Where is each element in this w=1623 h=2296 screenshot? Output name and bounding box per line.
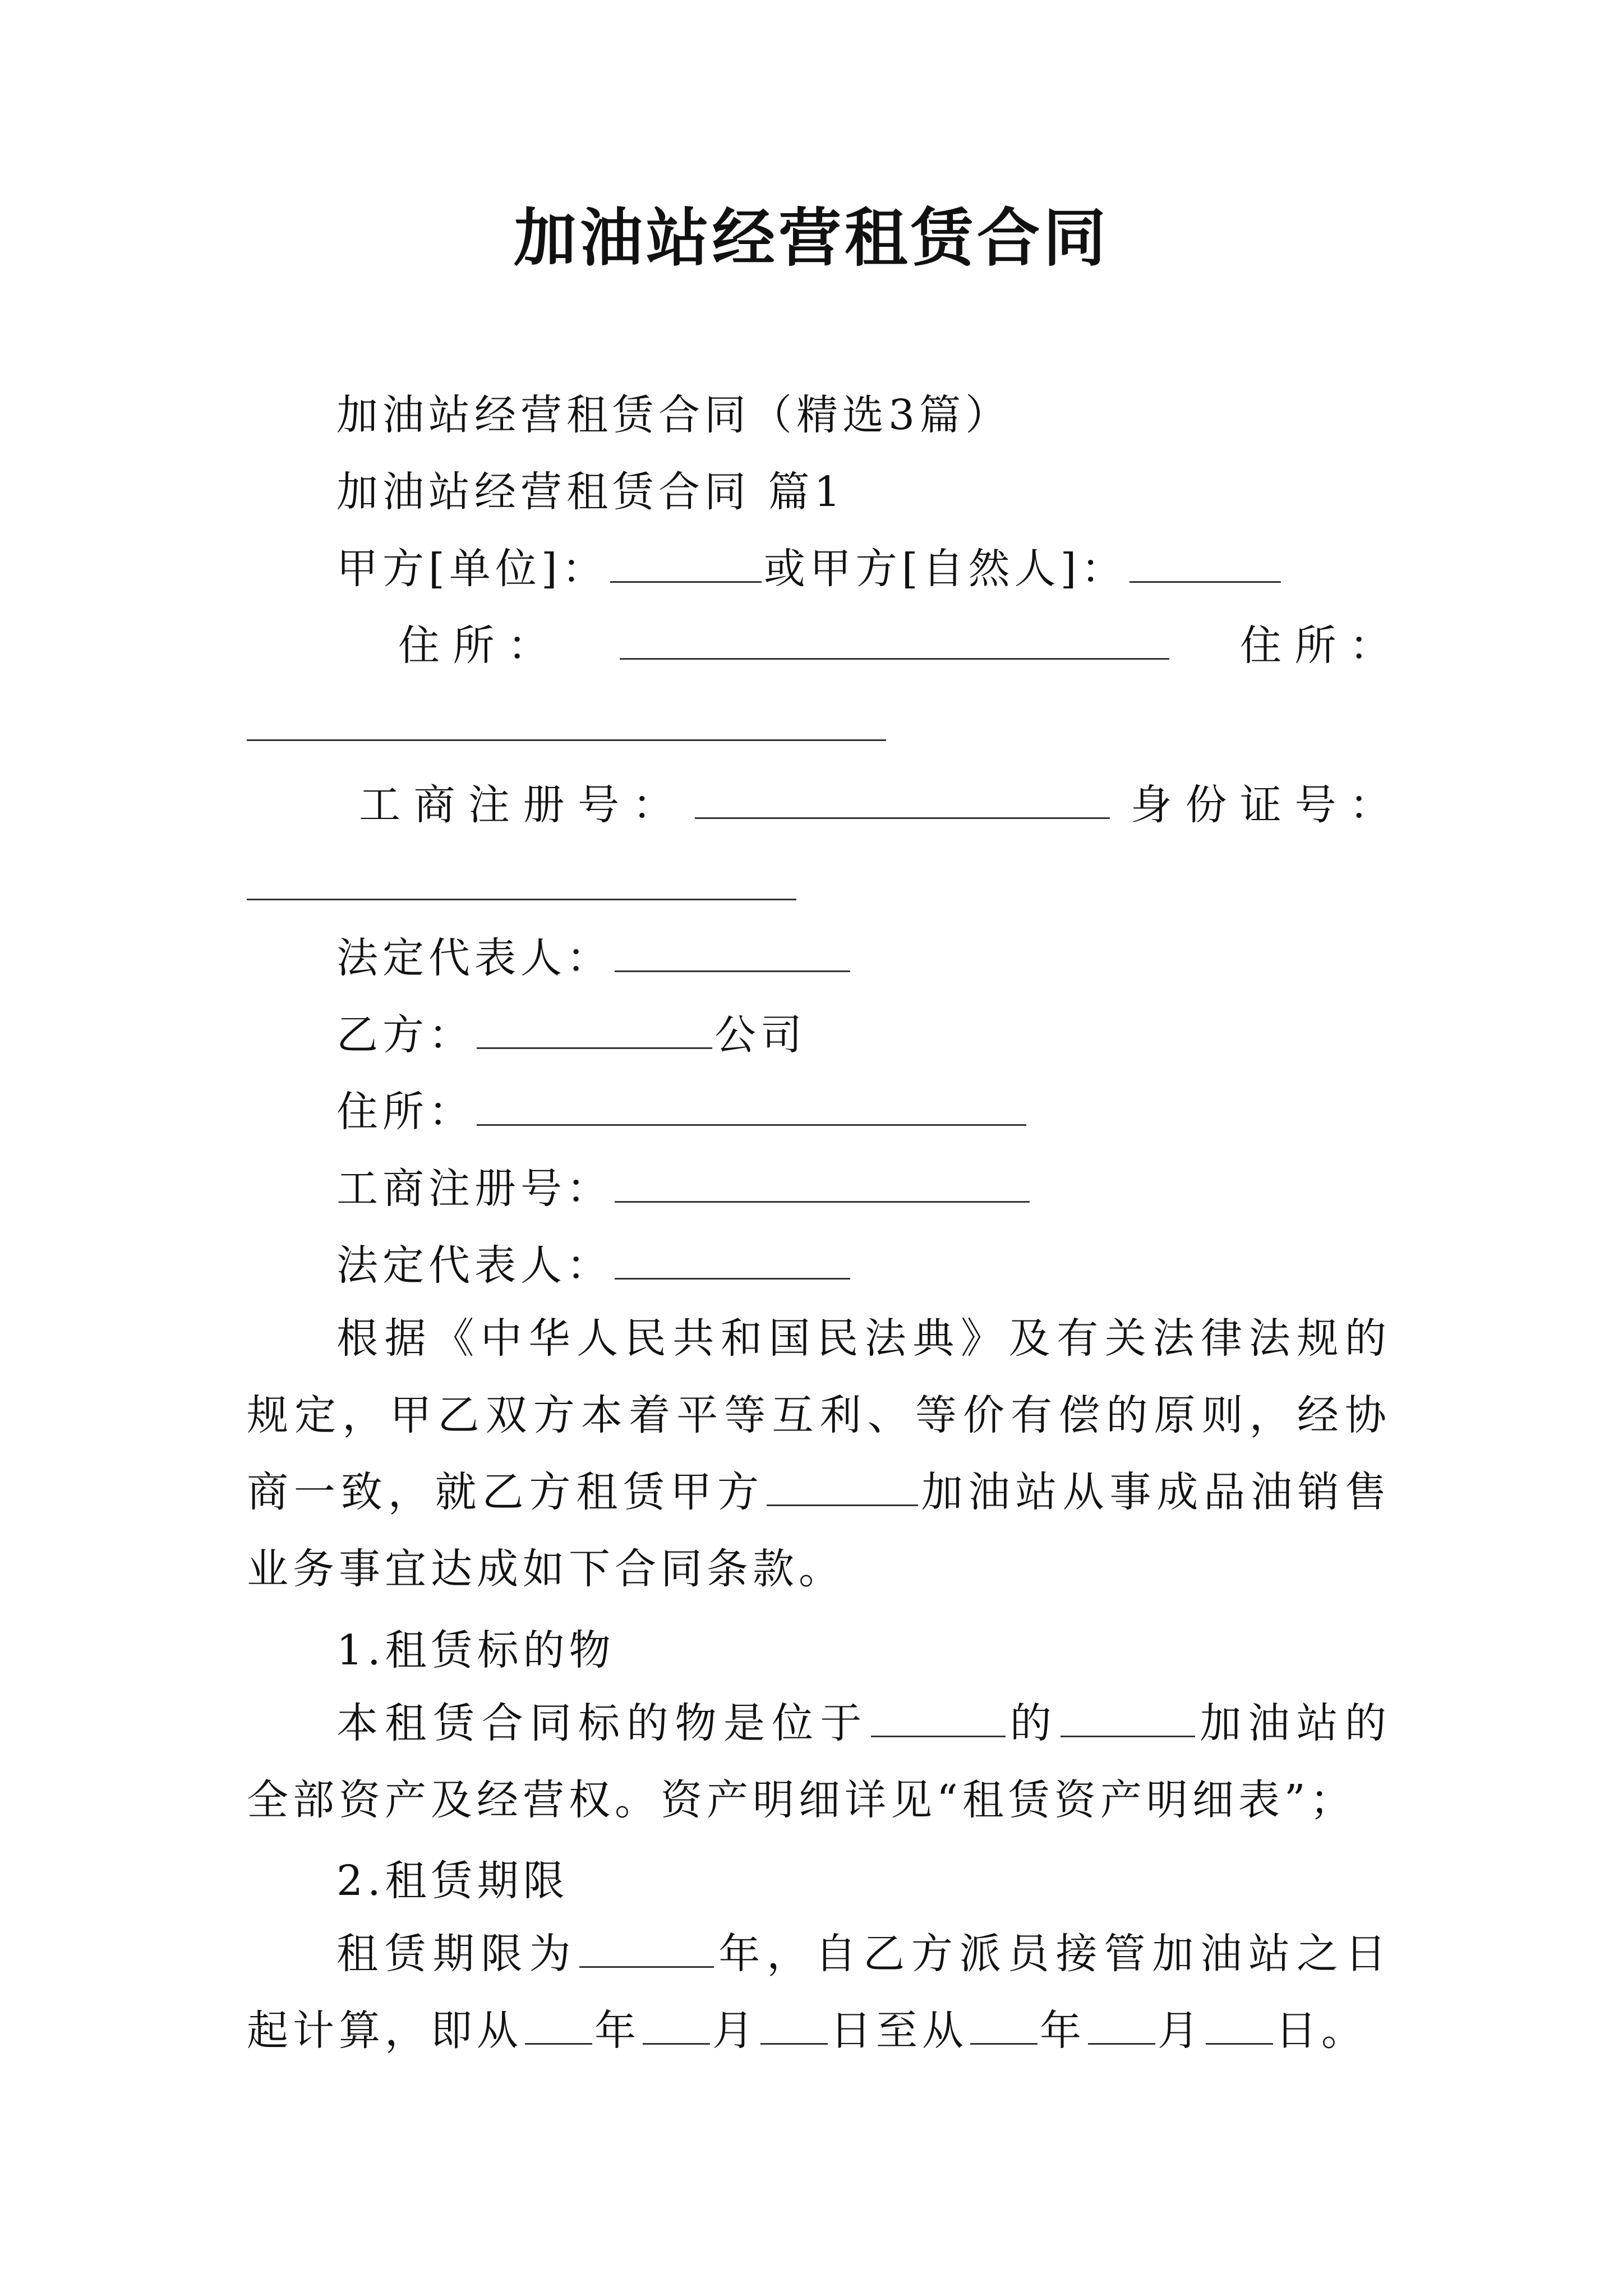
clause-1-heading: 1.租赁标的物 [336, 1626, 615, 1674]
party-a-person-label: 或甲方[自然人]： [763, 545, 1127, 593]
party-a-unit-label: 甲方[单位]： [336, 545, 608, 593]
start-month-blank[interactable] [643, 2006, 710, 2045]
party-a-reg-blank[interactable] [695, 780, 1110, 819]
clause-1-paragraph [247, 1685, 1391, 1839]
preamble-text-1: 根据《中华人民共和国民法典》及有关法律法规的规定，甲乙双方本着平等互利、等价有偿的原则，经协商一致，就乙方租赁甲方 [247, 1314, 1391, 1516]
preamble-text-2: 加油站从事成品油销售业务事宜达成如下合同条款。 [247, 1468, 1391, 1593]
clause-2-text-b: 年，自乙方派员接管加油站之日起计算，即从 [247, 1930, 1391, 2055]
start-month-label: 月 [712, 2007, 758, 2055]
party-a-id-blank[interactable] [247, 898, 796, 900]
clause-2-heading: 2.租赁期限 [336, 1857, 569, 1905]
end-month-label: 月 [1158, 2007, 1204, 2055]
party-b-legal-rep-blank[interactable] [615, 1241, 850, 1280]
clause-1-location-blank[interactable] [871, 1699, 1006, 1737]
page-title: 加油站经营租赁合同 [514, 201, 1109, 275]
party-a-id-label: 身 份 证 号 ： [1130, 781, 1391, 829]
party-a-reg-row [247, 777, 1391, 833]
party-b-reg-label: 工商注册号： [336, 1165, 612, 1213]
clause-1-text-b: 的 [1007, 1699, 1059, 1747]
party-a-address-blank[interactable] [620, 621, 1169, 660]
party-a-address-label-right: 住 所 ： [1239, 622, 1391, 670]
party-a-reg-label: 工 商 注 册 号 ： [359, 781, 674, 829]
party-b-label: 乙方： [336, 1011, 474, 1059]
party-a-legal-rep-line [336, 930, 852, 986]
party-a-line [336, 541, 1283, 597]
party-b-name-blank[interactable] [477, 1010, 712, 1049]
end-day-blank[interactable] [1206, 2006, 1273, 2045]
preamble-paragraph [247, 1300, 1391, 1608]
start-year-blank[interactable] [525, 2006, 592, 2045]
party-a-legal-rep-label: 法定代表人： [336, 934, 612, 982]
start-day-blank[interactable] [760, 2006, 828, 2045]
party-b-company-suffix: 公司 [714, 1011, 806, 1059]
section-heading: 加油站经营租赁合同 篇1 [336, 468, 845, 516]
end-year-label: 年 [1040, 2007, 1086, 2055]
clause-1-text-c: 加油站的全部资产及经营权。资产明细详见“租赁资产明细表”； [247, 1699, 1391, 1824]
party-a-person-blank[interactable] [1129, 544, 1281, 583]
clause-2-years-blank[interactable] [579, 1929, 714, 1968]
party-a-unit-blank[interactable] [610, 544, 762, 583]
clause-2-text-a: 租赁期限为 [336, 1930, 578, 1978]
start-year-label: 年 [594, 2007, 640, 2055]
start-day-label: 日至从 [830, 2007, 968, 2055]
clause-2-paragraph [247, 1916, 1391, 2069]
party-b-address-blank[interactable] [477, 1087, 1026, 1126]
party-b-legal-rep-line [336, 1237, 852, 1294]
end-year-blank[interactable] [970, 2006, 1038, 2045]
end-month-blank[interactable] [1088, 2006, 1155, 2045]
party-a-legal-rep-blank[interactable] [615, 933, 850, 972]
party-b-address-label: 住所： [336, 1088, 474, 1136]
party-b-legal-rep-label: 法定代表人： [336, 1241, 612, 1290]
party-a-address-blank-2[interactable] [247, 738, 886, 741]
party-b-line [336, 1007, 806, 1063]
clause-1-station-blank[interactable] [1061, 1699, 1195, 1737]
party-b-reg-line [336, 1161, 1032, 1217]
party-a-address-row [247, 618, 1391, 674]
party-b-address-line [336, 1084, 1029, 1140]
clause-1-text-a: 本租赁合同标的物是位于 [336, 1699, 869, 1747]
party-a-address-label-left: 住 所 ： [398, 622, 550, 670]
preamble-station-blank[interactable] [767, 1467, 918, 1506]
subtitle: 加油站经营租赁合同（精选3篇） [336, 391, 1012, 439]
end-day-label: 日。 [1275, 2007, 1367, 2055]
party-b-reg-blank[interactable] [615, 1164, 1030, 1203]
